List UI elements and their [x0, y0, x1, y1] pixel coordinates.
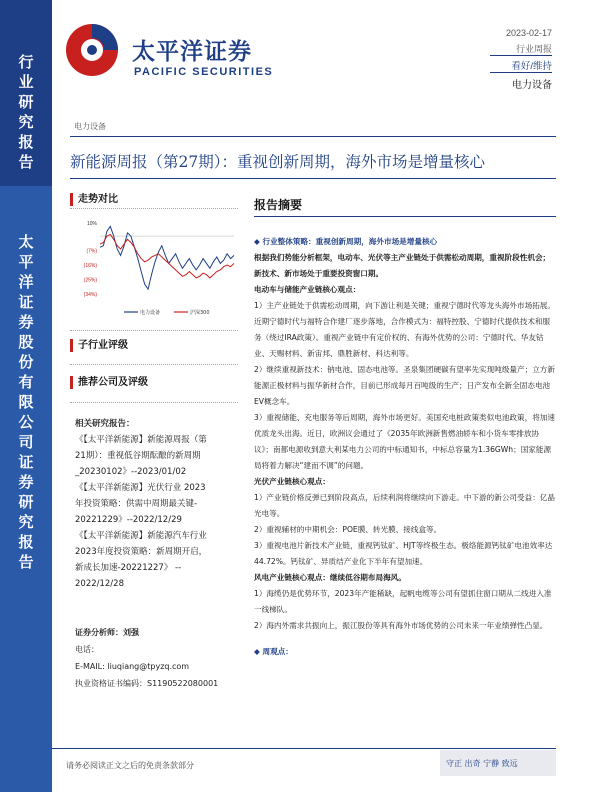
category-label: 电力设备 — [74, 122, 106, 131]
summary-para: 根据我们势能分析框架，电动车、光伏等主产业链处于供需松动周期，重视阶段性机会；新技术、新市场处于重要投资窗口期。 — [254, 253, 551, 278]
y-tick-label: (25%) — [83, 277, 97, 284]
report-type: 行业周报 — [515, 44, 552, 54]
header-divider-2 — [490, 72, 552, 73]
sidebar-report-type: 行业研究报告 — [18, 53, 34, 171]
summary-para: 2）海内外需求共振向上，振江股份等具有海外市场优势的公司未来一年业绩弹性凸显。 — [254, 621, 548, 630]
disclaimer-note: 请务必阅读正文之后的免责条款部分 — [66, 761, 194, 770]
related-line[interactable]: 《【太平洋新能源】新能源汽车行业 — [75, 531, 207, 541]
related-heading: 相关研究报告： — [75, 419, 135, 429]
summary-para: 3）重视储能、充电服务等后周期，海外市场更好。美国充电桩政策类似电池政策，将加速优质龙头出海。近日，欧洲议会通过了《2035年欧洲新售燃油轿车和小货车零排放协议》；南都电源收到意大利某电力公司的中标通知书，中标总容量为1.36GWh；国家能源局将着力解决“建而不调”的问题。 — [254, 413, 555, 470]
related-line: --2022/12/29 — [126, 515, 182, 525]
related-line[interactable]: 新成长加速-20221227》 — [75, 563, 173, 573]
analyst-license: 执业资格证书编码：S1190522080001 — [75, 679, 219, 688]
related-line[interactable]: 21期）：重视低谷期酝酿的新周期 — [75, 451, 201, 461]
legend-label: 沪深300 — [190, 310, 210, 316]
footer-rule — [52, 748, 556, 749]
summary-rule — [254, 216, 556, 217]
page-title: 新能源周报（第27期）：重视创新周期，海外市场是增量核心 — [70, 153, 485, 171]
trend-heading: 走势对比 — [70, 190, 118, 206]
weekly-view-heading: ◆ 周观点： — [254, 647, 293, 656]
recommend-heading: 推荐公司及评级 — [70, 373, 148, 389]
summary-subheading: 风电产业链核心观点：继续低谷期布局海风。 — [254, 573, 406, 582]
industry-name: 电力设备 — [512, 80, 552, 91]
related-line: --2023/01/02 — [131, 467, 187, 477]
summary-para: 1）主产业链处于供需松动周期，向下游让利是关键；重视宁德时代等龙头海外市场拓展。近期宁德时代与福特合作建厂逐步落地，合作模式为：福特控股、宁德时代提供技术和服务（绕过IRA政策）。重视产业链中有定价权的、有海外优势的公司：宁德时代、华友钴业、天赐材料、新宙邦、鼎胜新材、科达利等。 — [254, 301, 555, 358]
footer-motto: 守正 出奇 宁静 致远 — [446, 759, 518, 768]
summary-body — [254, 234, 556, 660]
divider — [70, 364, 238, 365]
summary-para: 1）产业链价格反弹已到阶段高点，后续利润将继续向下游走。中下游的新公司受益：亿晶光电等。 — [254, 493, 555, 518]
related-line[interactable]: 年投资策略：供需中周期最关键- — [75, 499, 198, 509]
series-line — [100, 235, 234, 278]
logo-name-cn: 太平洋证券 — [132, 39, 252, 65]
company-logo-icon — [64, 22, 120, 78]
industry-rating: 看好/维持 — [511, 61, 552, 72]
related-line[interactable]: 《【太平洋新能源】新能源周报（第 — [75, 435, 207, 445]
divider — [70, 402, 238, 403]
header-divider — [490, 55, 552, 56]
summary-heading: 报告摘要 — [254, 198, 303, 212]
related-reports — [75, 416, 237, 592]
related-line[interactable]: 20221229》 — [75, 515, 127, 525]
logo-name-en: PACIFIC SECURITIES — [134, 66, 274, 78]
legend-label: 电力设备 — [140, 310, 161, 316]
strategy-line: ◆ 行业整体策略：重视创新周期，海外市场是增量核心 — [254, 237, 438, 246]
related-line[interactable]: 2023年度投资策略：新周期开启， — [75, 547, 208, 557]
title-rule-top — [70, 136, 556, 137]
related-line: -- — [175, 563, 182, 573]
related-line[interactable]: _20230102》 — [75, 467, 132, 477]
related-line[interactable]: 《【太平洋新能源】光伏行业 2023 — [75, 483, 206, 493]
summary-para: 3）重视电池片新技术产业链，重视钙钛矿、HJT等终极生态。极络能源钙钛矿电池效率达44.72%。钙钛矿、异质结产业化下半年有望加速。 — [254, 541, 553, 566]
sidebar-company: 太平洋证券股份有限公司证券研究报告 — [18, 233, 34, 571]
title-rule-bottom — [70, 178, 556, 179]
divider — [70, 208, 238, 209]
summary-para: 2）重视辅材的中期机会：POE膜、转光膜、接线盒等。 — [254, 525, 442, 534]
summary-para: 1）海缆仍是优势环节，2023年产能稀缺，起帆电缆等公司有望抓住窗口期从二线进入准一线梯队。 — [254, 589, 552, 614]
y-tick-label: (34%) — [83, 292, 97, 298]
divider — [70, 330, 238, 331]
analyst-email[interactable]: E-MAIL: liuqiang@tpyzq.com — [75, 662, 190, 671]
report-date: 2023-02-17 — [505, 28, 552, 38]
sub-rating-heading: 子行业评级 — [70, 336, 128, 352]
y-tick-label: (7%) — [86, 248, 97, 255]
trend-chart — [70, 214, 238, 324]
y-tick-label: 10% — [86, 221, 97, 228]
series-line — [100, 226, 234, 289]
summary-para: 2）继续重视新技术：钠电池、固态电池等。圣泉集团硬碳有望率先实现吨级量产；立方新能源正极材料与振华新材合作，目前已形成每月百吨级的生产；日产发布全新全固态电池EV概念车。 — [254, 365, 555, 406]
analyst-heading: 证券分析师：刘强 — [75, 628, 139, 637]
summary-subheading: 光伏产业链核心观点： — [254, 477, 330, 486]
analyst-phone: 电话： — [75, 645, 99, 654]
analyst-info — [75, 624, 237, 692]
related-line: 2022/12/28 — [75, 579, 124, 589]
y-tick-label: (16%) — [83, 263, 97, 270]
summary-subheading: 电动车与储能产业链核心观点： — [254, 285, 361, 294]
